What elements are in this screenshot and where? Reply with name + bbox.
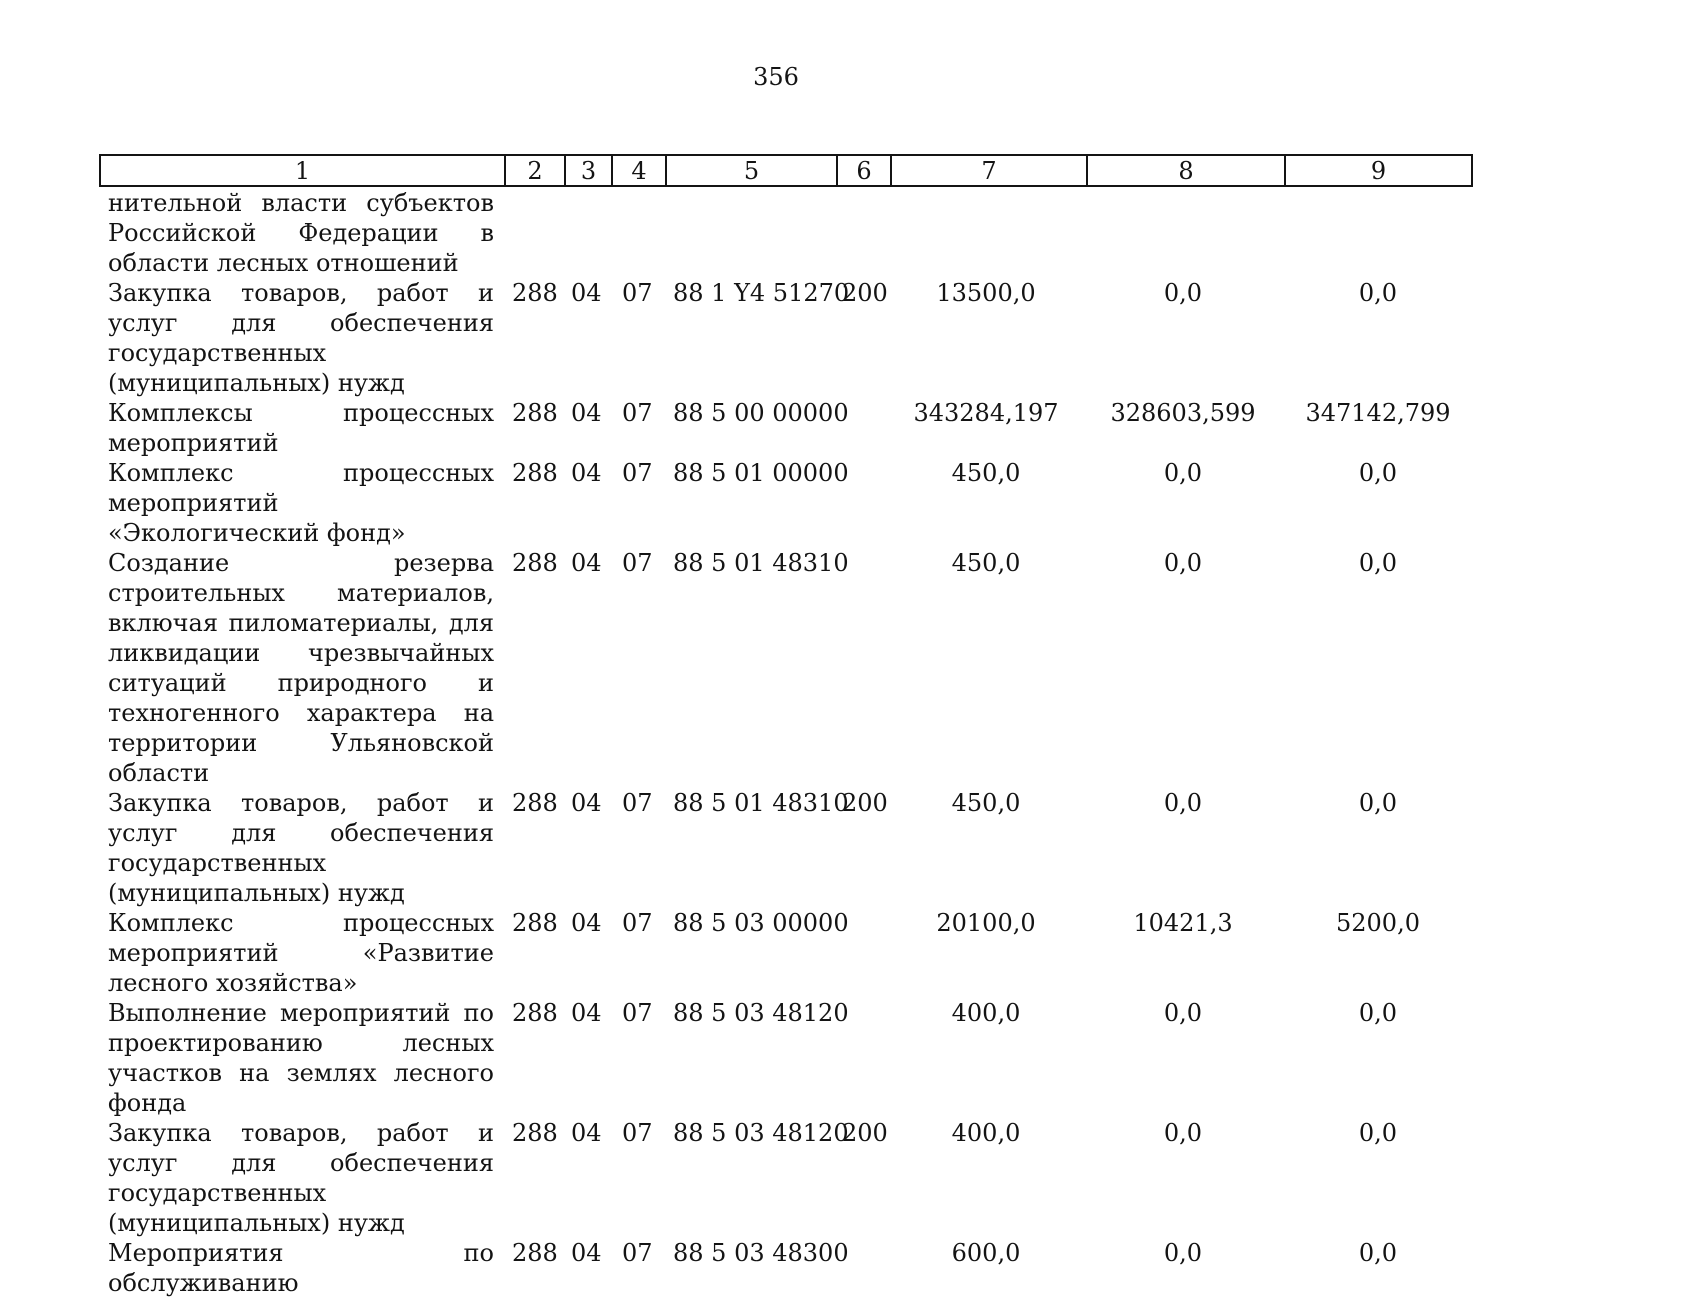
amount-year2-cell: 0,0	[1163, 789, 1203, 817]
table-row	[0, 548, 1552, 788]
header-cell-1: 1	[294, 157, 311, 185]
amount-year1-cell: 343284,197	[913, 399, 1059, 427]
admin-code-cell: 288	[512, 999, 558, 1027]
table-row	[0, 908, 1552, 998]
amount-year1-cell: 400,0	[951, 999, 1021, 1027]
expense-type-cell: 200	[842, 279, 888, 307]
amount-year3-cell: 5200,0	[1336, 909, 1420, 937]
table-row	[0, 1118, 1552, 1238]
subsection-cell: 07	[622, 1119, 653, 1147]
section-cell: 04	[571, 1239, 602, 1267]
table-row	[0, 188, 1552, 278]
row-name-cell: Комплекс процессных мероприятий «Развитие лесного хозяйства»	[108, 909, 494, 997]
admin-code-cell: 288	[512, 279, 558, 307]
row-name-cell: Закупка товаров, работ и услуг для обеспечения государственных (муниципальных) нужд	[108, 789, 494, 907]
subsection-cell: 07	[622, 279, 653, 307]
section-cell: 04	[571, 1119, 602, 1147]
header-cell-3: 3	[564, 156, 611, 185]
amount-year2-cell: 328603,599	[1110, 399, 1256, 427]
table-row	[0, 1238, 1552, 1298]
amount-year2-cell: 10421,3	[1133, 909, 1233, 937]
row-name-cell: Комплексы процессных мероприятий	[108, 399, 494, 457]
admin-code-cell: 288	[512, 549, 558, 577]
page-number: 356	[753, 63, 799, 91]
expense-type-cell: 200	[842, 1119, 888, 1147]
header-cell-4: 4	[611, 156, 665, 185]
amount-year1-cell: 450,0	[951, 459, 1021, 487]
row-name-cell: Выполнение мероприятий по проектированию лесных участков на землях лесного фонда	[108, 999, 494, 1117]
amount-year2-cell: 0,0	[1163, 999, 1203, 1027]
admin-code-cell: 288	[512, 459, 558, 487]
expense-type-cell: 200	[842, 789, 888, 817]
header-cell-5: 5	[665, 156, 836, 185]
admin-code-cell: 288	[512, 909, 558, 937]
subsection-cell: 07	[622, 1239, 653, 1267]
subsection-cell: 07	[622, 549, 653, 577]
row-name-cell: Создание резерва строительных материалов, включая пиломатериалы, для ликвидации чрезвычайных ситуаций природного и техногенного характера на территории Ульяновской области	[108, 549, 494, 787]
section-cell: 04	[571, 279, 602, 307]
table-row	[0, 278, 1552, 398]
target-article-cell: 88 1 Y4 51270	[673, 279, 850, 307]
target-article-cell: 88 5 00 00000	[673, 399, 849, 427]
amount-year3-cell: 0,0	[1358, 789, 1398, 817]
header-cell-7: 7	[890, 156, 1086, 185]
amount-year2-cell: 0,0	[1163, 459, 1203, 487]
amount-year1-cell: 20100,0	[936, 909, 1036, 937]
admin-code-cell: 288	[512, 1119, 558, 1147]
section-cell: 04	[571, 399, 602, 427]
amount-year3-cell: 0,0	[1358, 1119, 1398, 1147]
subsection-cell: 07	[622, 399, 653, 427]
admin-code-cell: 288	[512, 1239, 558, 1267]
table-row	[0, 788, 1552, 908]
subsection-cell: 07	[622, 459, 653, 487]
row-name-cell: Комплекс процессных мероприятий «Экологический фонд»	[108, 459, 494, 547]
subsection-cell: 07	[622, 999, 653, 1027]
target-article-cell: 88 5 03 48120	[673, 999, 849, 1027]
header-cell-9: 9	[1284, 156, 1471, 185]
target-article-cell: 88 5 01 48310	[673, 549, 849, 577]
amount-year1-cell: 450,0	[951, 549, 1021, 577]
amount-year3-cell: 0,0	[1358, 459, 1398, 487]
table-row	[0, 398, 1552, 458]
header-cell-8: 8	[1086, 156, 1284, 185]
amount-year3-cell: 0,0	[1358, 549, 1398, 577]
table-row	[0, 998, 1552, 1118]
target-article-cell: 88 5 03 00000	[673, 909, 849, 937]
section-cell: 04	[571, 789, 602, 817]
table-header-row	[99, 154, 1473, 187]
amount-year1-cell: 600,0	[951, 1239, 1021, 1267]
section-cell: 04	[571, 909, 602, 937]
header-cell-2: 2	[504, 156, 564, 185]
amount-year2-cell: 0,0	[1163, 1239, 1203, 1267]
admin-code-cell: 288	[512, 399, 558, 427]
table-body	[0, 188, 1552, 1298]
row-name-cell: Закупка товаров, работ и услуг для обеспечения государственных (муниципальных) нужд	[108, 279, 494, 397]
amount-year1-cell: 13500,0	[936, 279, 1036, 307]
subsection-cell: 07	[622, 789, 653, 817]
header-cell-6: 6	[836, 156, 890, 185]
amount-year2-cell: 0,0	[1163, 549, 1203, 577]
admin-code-cell: 288	[512, 789, 558, 817]
amount-year2-cell: 0,0	[1163, 1119, 1203, 1147]
subsection-cell: 07	[622, 909, 653, 937]
amount-year1-cell: 400,0	[951, 1119, 1021, 1147]
row-name-cell: нительной власти субъектов Российской Федерации в области лесных отношений	[108, 189, 494, 277]
amount-year1-cell: 450,0	[951, 789, 1021, 817]
amount-year3-cell: 347142,799	[1305, 399, 1451, 427]
section-cell: 04	[571, 999, 602, 1027]
section-cell: 04	[571, 459, 602, 487]
amount-year2-cell: 0,0	[1163, 279, 1203, 307]
row-name-cell: Мероприятия по обслуживанию	[108, 1239, 494, 1297]
target-article-cell: 88 5 01 00000	[673, 459, 849, 487]
amount-year3-cell: 0,0	[1358, 1239, 1398, 1267]
section-cell: 04	[571, 549, 602, 577]
row-name-cell: Закупка товаров, работ и услуг для обеспечения государственных (муниципальных) нужд	[108, 1119, 494, 1237]
amount-year3-cell: 0,0	[1358, 999, 1398, 1027]
target-article-cell: 88 5 03 48300	[673, 1239, 849, 1267]
target-article-cell: 88 5 01 48310	[673, 789, 849, 817]
table-row	[0, 458, 1552, 548]
target-article-cell: 88 5 03 48120	[673, 1119, 849, 1147]
amount-year3-cell: 0,0	[1358, 279, 1398, 307]
